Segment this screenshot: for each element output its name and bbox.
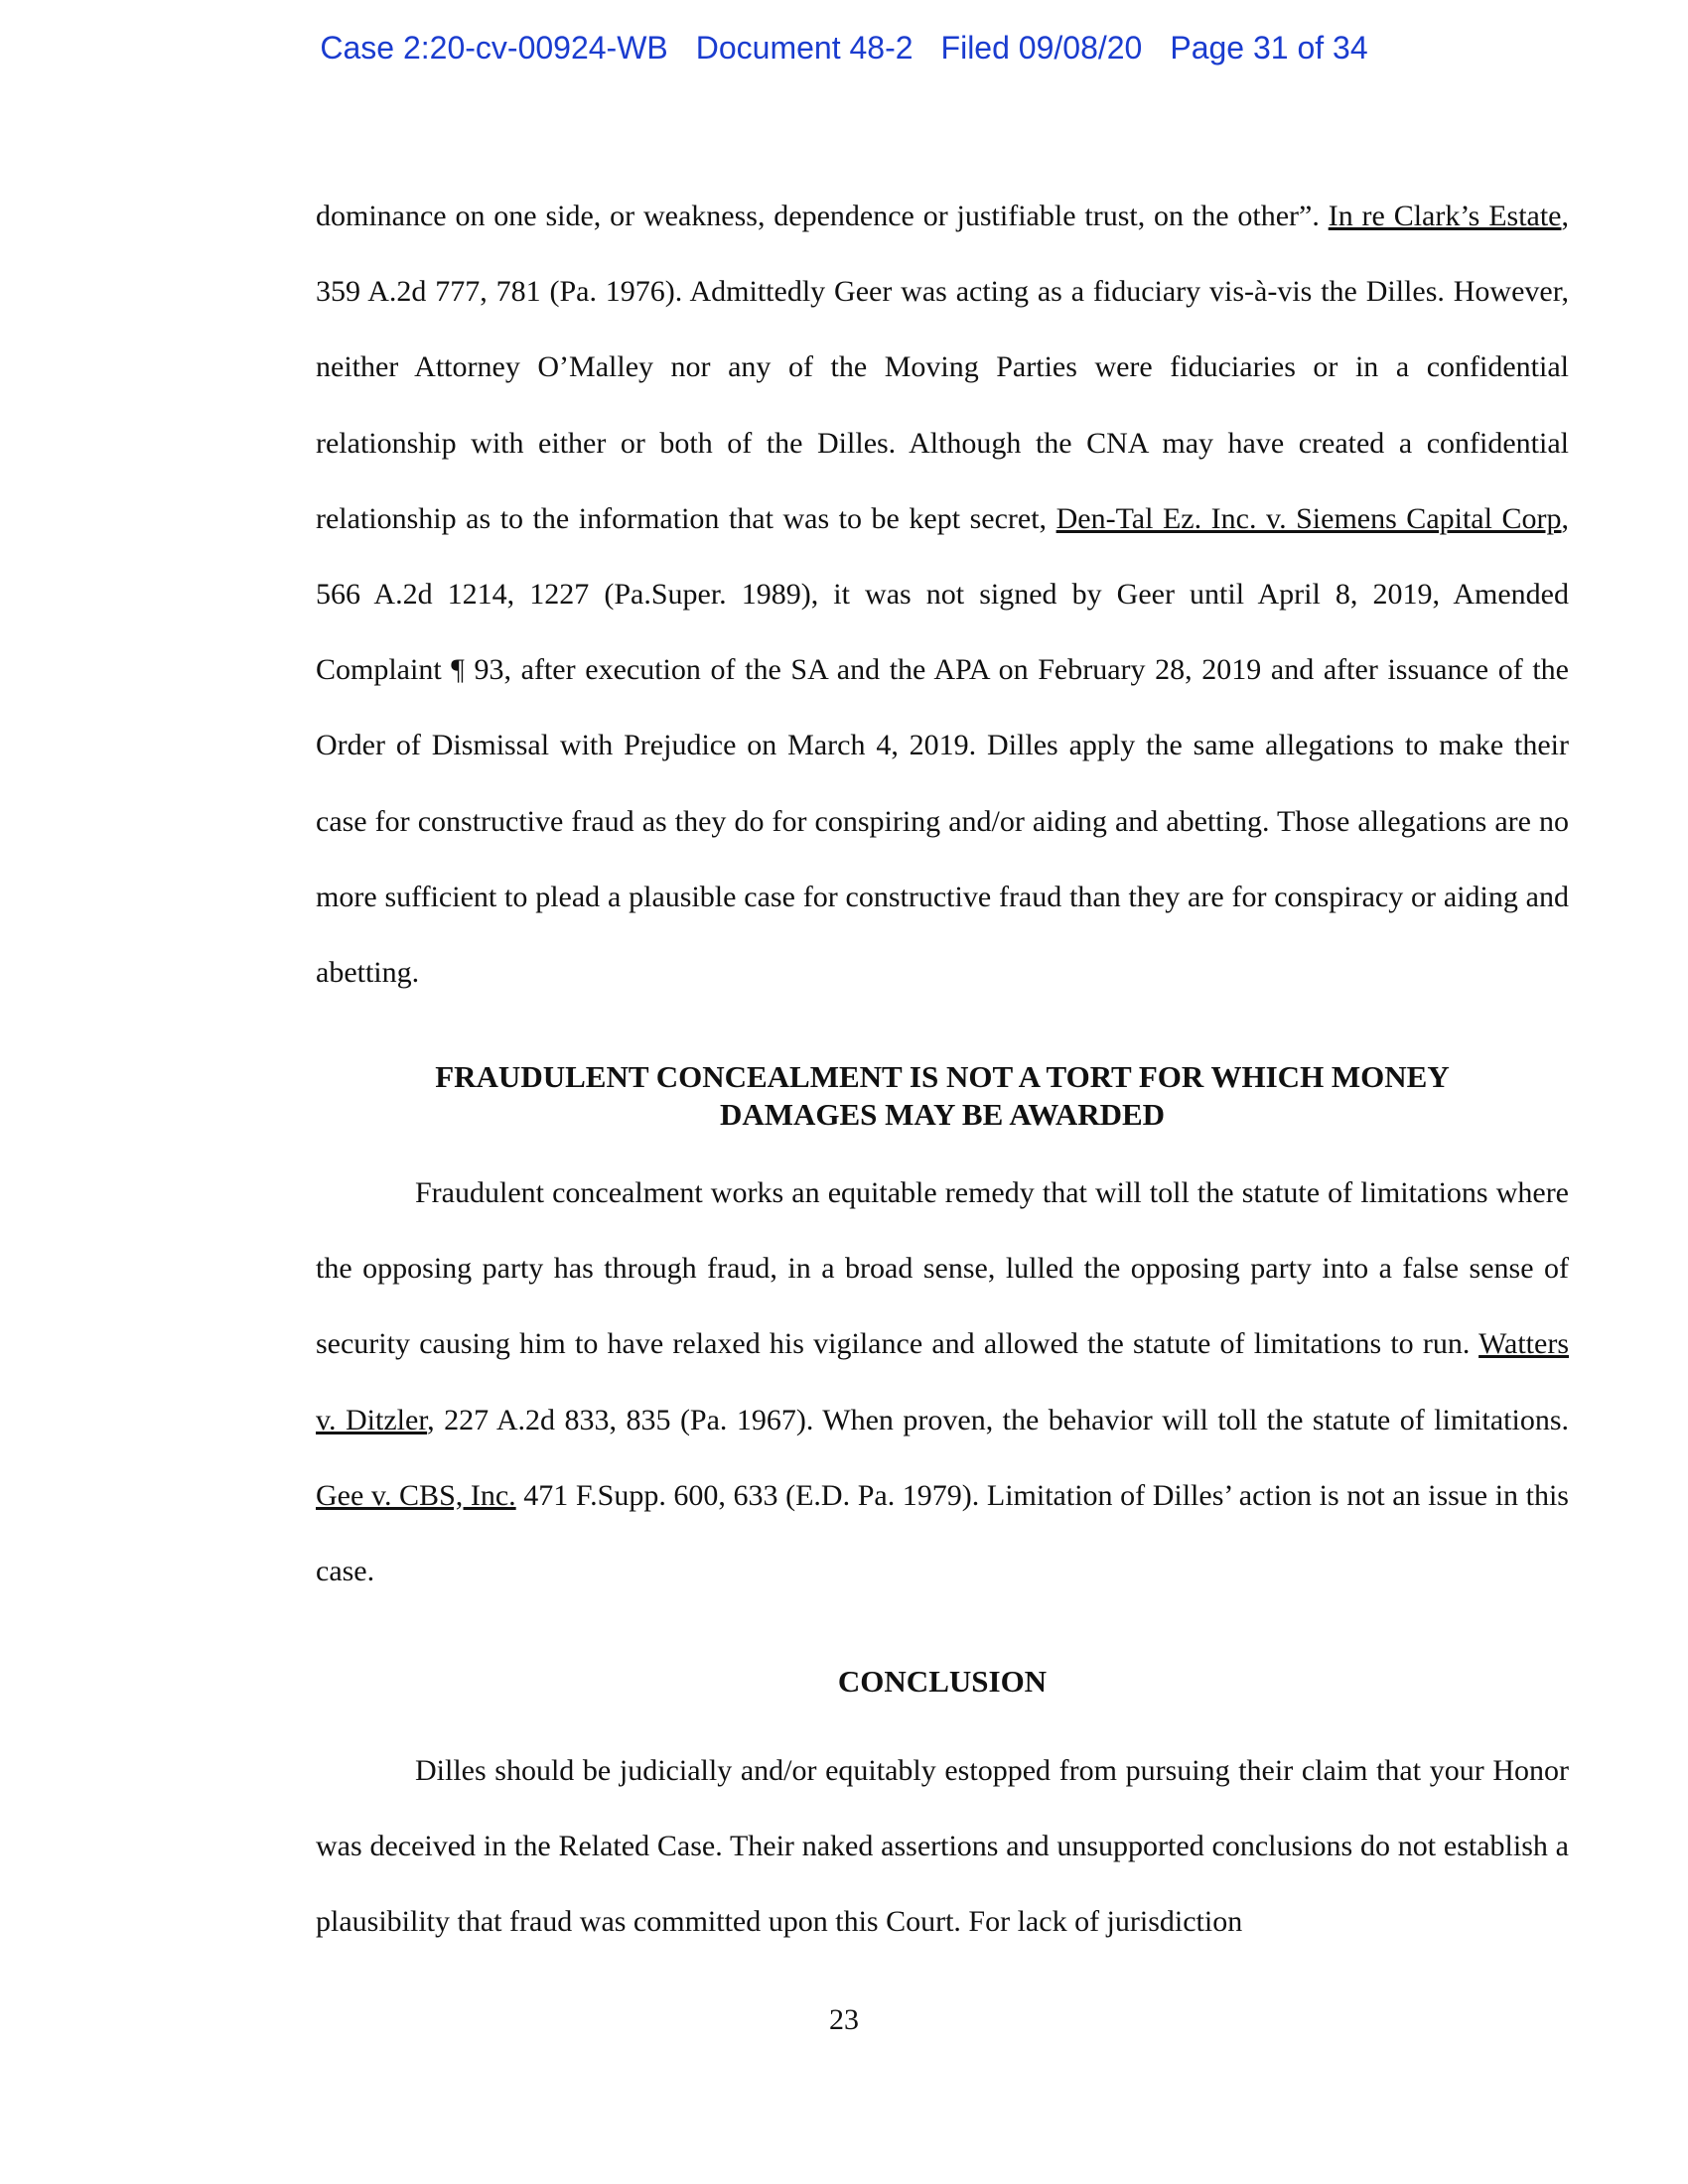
text-run: , 566 A.2d 1214, 1227 (Pa.Super. 1989), it was not signed by Geer until April 8, 2019, Amended Complaint ¶ 93, after execution of the SA and the APA on February 28, 2019 and after issuance of the Order of Dismissal with Prejudice on March 4, 2019. Dilles apply the same allegations to make their case for constructive fraud as they do for conspiring and/or aiding and abetting. Those allegations are no more sufficient to plead a plausible case for constructive fraud than they are for conspiracy or aiding and abetting. (316, 501, 1569, 990)
paragraph-conclusion: Dilles should be judicially and/or equitably estopped from pursuing their claim that your Honor was deceived in the Related Case. Their naked assertions and unsupported conclusions do not establish a plausibility that fraud was committed upon this Court. For lack of jurisdiction (316, 1754, 1569, 1939)
heading-line: DAMAGES MAY BE AWARDED (719, 1097, 1166, 1132)
text-run: , 359 A.2d 777, 781 (Pa. 1976). Admittedly Geer was acting as a fiduciary vis-à-vis the Dilles. However, neither Attorney O’Malley nor any of the Moving Parties were fiduciaries or in a confidential relationship with either or both of the Dilles. Although the CNA may have created a confidential relationship as to the information that was to be kept secret, (316, 200, 1569, 535)
document-number: Document 48-2 (695, 30, 914, 66)
page-number: 23 (829, 2003, 859, 2036)
text-run: , 227 A.2d 833, 835 (Pa. 1967). When proven, the behavior will toll the statute of limitations. (427, 1403, 1569, 1436)
section-heading-fraudulent-concealment (316, 1058, 1569, 1134)
case-number: Case 2:20-cv-00924-WB (320, 30, 668, 66)
section-heading-conclusion: CONCLUSION (837, 1664, 1048, 1699)
case-citation: Den-Tal Ez. Inc. v. Siemens Capital Corp (1055, 501, 1562, 535)
paragraph-constructive-fraud (316, 179, 1569, 1011)
section-text-top (316, 179, 1569, 1011)
text-run: Fraudulent concealment works an equitable remedy that will toll the statute of limitations where the opposing party has through fraud, in a broad sense, lulled the opposing party into a false sense of security causing him to have relaxed his vigilance and allowed the statute of limitations to run. (316, 1176, 1569, 1361)
heading-line: FRAUDULENT CONCEALMENT IS NOT A TORT FOR WHICH MONEY (435, 1059, 1450, 1094)
section-text-bottom (316, 1733, 1569, 1961)
text-run: dominance on one side, or weakness, dependence or justifiable trust, on the other”. (316, 200, 1329, 232)
case-citation: Gee v. CBS, Inc. (316, 1478, 516, 1512)
paragraph-fraudulent-concealment (316, 1156, 1569, 1609)
page-count: Page 31 of 34 (1170, 30, 1368, 66)
case-citation: Watters v. Ditzler (316, 1327, 1569, 1436)
ecf-filing-header (0, 30, 1688, 67)
text-run: 471 F.Supp. 600, 633 (E.D. Pa. 1979). Limitation of Dilles’ action is not an issue in this case. (316, 1478, 1569, 1588)
section-text-middle (316, 1156, 1569, 1609)
case-citation: In re Clark’s Estate (1328, 200, 1562, 232)
filed-date: Filed 09/08/20 (940, 30, 1143, 66)
